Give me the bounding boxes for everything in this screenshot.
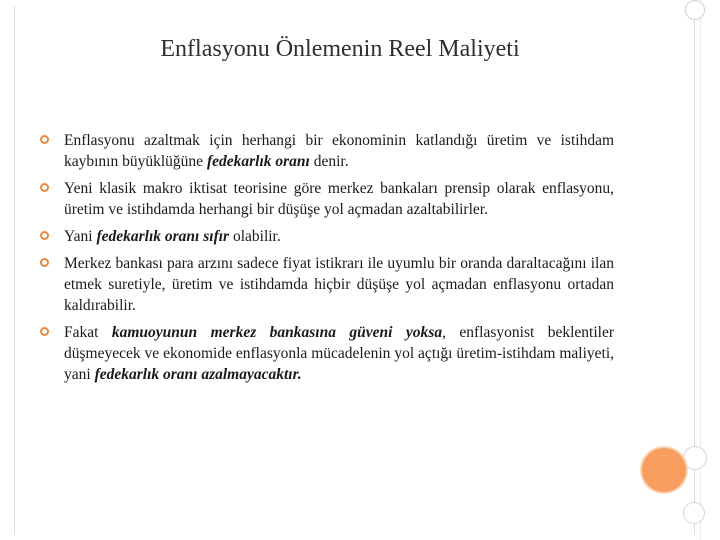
- circle-outline-icon: [40, 258, 49, 267]
- emphasized-text: fedekarlık oranı: [206, 153, 310, 170]
- slide-title: Enflasyonu Önlemenin Reel Maliyeti: [160, 36, 520, 62]
- bullet-text: denir.: [309, 153, 349, 170]
- decor-circle-top-icon: [685, 0, 705, 20]
- decor-circle-mid-icon: [683, 446, 707, 470]
- bullet-item: [40, 322, 614, 385]
- bullet-text: , enflasyonist beklentiler düşmeyecek ve ekonomide enflasyonla mücadelenin yol açtığı üretim-istihdam maliyeti, yani: [64, 324, 614, 383]
- emphasized-text: fedekarlık oranı azalmayacaktır.: [94, 366, 302, 383]
- bullet-item: [40, 130, 614, 172]
- bullet-text: olabilir.: [229, 228, 281, 245]
- bullet-text: Enflasyonu azaltmak için herhangi bir ekonominin katlandığı üretim ve istihdam kaybının büyüklüğüne: [64, 132, 614, 170]
- bullet-list: [40, 130, 614, 391]
- bullet-item: [40, 226, 614, 247]
- circle-outline-icon: [40, 183, 49, 192]
- bullet-text: Yani: [64, 228, 97, 245]
- frame-line-left: [14, 6, 15, 534]
- circle-outline-icon: [40, 327, 49, 336]
- decor-circle-orange-icon: [642, 448, 686, 492]
- bullet-text: Merkez bankası para arzını sadece fiyat istikrarı ile uyumlu bir oranda daraltacağını ilan etmek suretiyle, üretim ve istihdamda hiçbir düşüşe yol açmadan enflasyonu ortadan kaldırabilir.: [64, 255, 614, 314]
- bullet-item: [40, 253, 614, 316]
- emphasized-text: fedekarlık oranı sıfır: [96, 228, 230, 245]
- bullet-item: [40, 178, 614, 220]
- circle-outline-icon: [40, 135, 49, 144]
- circle-outline-icon: [40, 231, 49, 240]
- bullet-text: Yeni klasik makro iktisat teorisine göre merkez bankaları prensip olarak enflasyonu, üretim ve istihdamda herhangi bir düşüşe yol açmadan azaltabilirler.: [64, 180, 614, 218]
- bullet-text: Fakat: [64, 324, 112, 341]
- decor-circle-bottom-icon: [683, 502, 705, 524]
- emphasized-text: kamuoyunun merkez bankasına güveni yoksa: [111, 324, 443, 341]
